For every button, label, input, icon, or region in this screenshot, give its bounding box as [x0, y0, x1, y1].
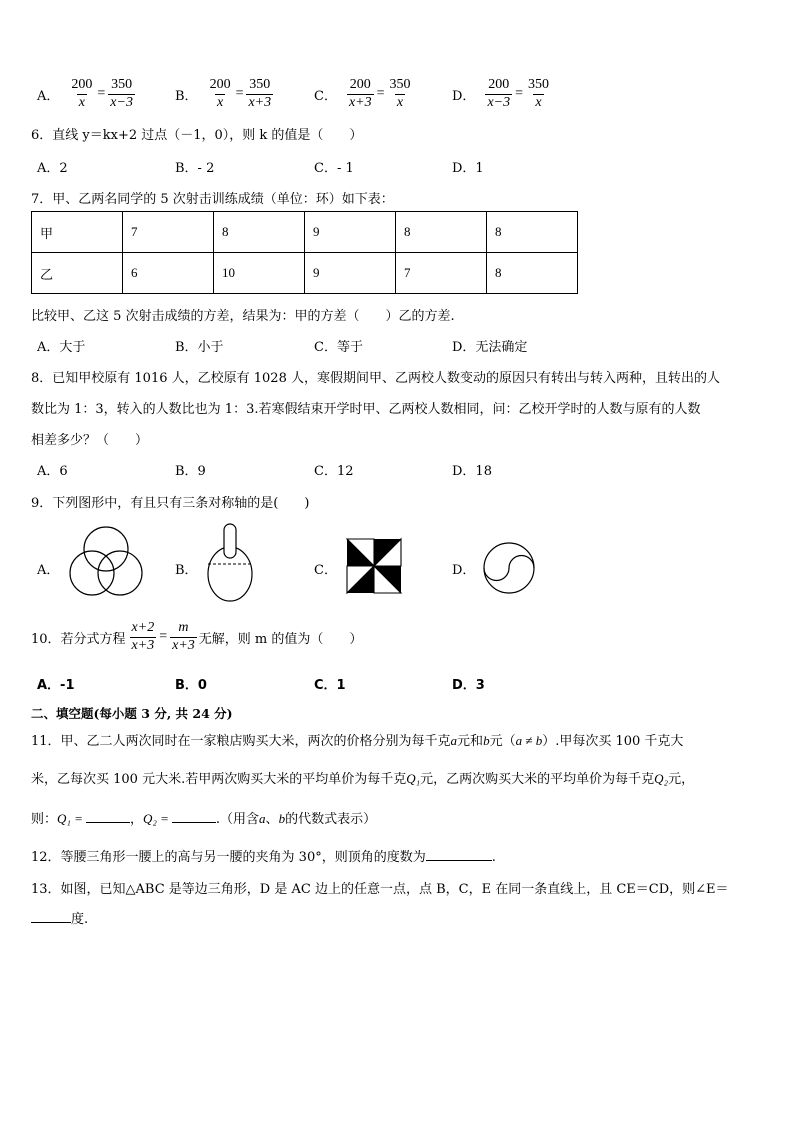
q10-option-c[interactable]: C．1: [314, 678, 346, 693]
q8-line-1: 8．已知甲校原有 1016 人，乙校原有 1028 人，寒假期间甲、乙两校人数变动的原因只有转出与转入两种，且转出的人: [31, 371, 720, 386]
q10-option-b[interactable]: B．0: [175, 678, 207, 693]
fraction: $\frac{350}{x}$: [528, 77, 550, 110]
q13-line-1: 13．如图，已知△ABC 是等边三角形，D 是 AC 边上的任意一点，点 B，C，E 在同一条直线上，且 CE＝CD，则∠E＝: [31, 882, 729, 897]
q8-line-2: 数比为 1：3，转入的人数比也为 1：3.若寒假结束开学时甲、乙两校人数相同，问：乙校开学时的人数与原有的人数: [31, 402, 701, 417]
table-cell: 6: [123, 253, 214, 294]
q6-option-a[interactable]: A．2: [37, 161, 68, 176]
table-cell: 8: [214, 212, 305, 253]
option-label: C．: [314, 88, 337, 104]
q8-option-b[interactable]: B．9: [175, 464, 206, 479]
q8-option-d[interactable]: D．18: [452, 464, 492, 479]
q7-option-a[interactable]: A．大于: [37, 340, 86, 355]
option-label: B．: [175, 88, 198, 104]
table-row: [32, 212, 578, 253]
q11-line-2: 米，乙每次买 100 元大米.若甲两次购买大米的平均单价为每千克Q₁元，乙两次购买大米的平均单价为每千克Q₂元，: [31, 771, 695, 787]
table-cell: 7: [123, 212, 214, 253]
answer-blank[interactable]: [172, 822, 216, 823]
table-cell: 9: [305, 212, 396, 253]
section-heading: 二、填空题(每小题 3 分, 共 24 分): [31, 706, 233, 721]
s-curve-circle-figure: [482, 541, 536, 595]
answer-blank[interactable]: [86, 822, 130, 823]
pinwheel-figure: [345, 537, 403, 595]
fraction: $\frac{m}{x+3}$: [172, 620, 195, 653]
fraction: $\frac{350}{x-3}$: [110, 77, 133, 110]
q10-option-d[interactable]: D．3: [452, 678, 485, 693]
q8-line-3: 相差多少？（ ）: [31, 433, 149, 448]
q9-option-a-label[interactable]: A．: [37, 563, 60, 578]
fraction: $\frac{200}{x}$: [209, 77, 231, 110]
q10-option-a[interactable]: A．-1: [37, 678, 75, 693]
table-cell: 甲: [32, 212, 123, 253]
q5-option-b[interactable]: B． $\frac{200}{x}$ = $\frac{350}{x+3}$: [175, 77, 272, 110]
q7-option-b[interactable]: B．小于: [175, 340, 224, 355]
table-cell: 乙: [32, 253, 123, 294]
q7-stem: 7．甲、乙两名同学的 5 次射击训练成绩（单位：环）如下表：: [31, 192, 394, 207]
q6-option-b[interactable]: B．- 2: [175, 161, 215, 176]
fraction: $\frac{350}{x+3}$: [248, 77, 272, 110]
q10-stem: 10．若分式方程 $\frac{x+2}{x+3}$ = $\frac{m}{x+3}$ 无解，则 m 的值为（ ）: [31, 620, 363, 653]
fraction: $\frac{200}{x}$: [71, 77, 93, 110]
table-row: [32, 253, 578, 294]
triquetra-figure: [64, 524, 148, 600]
q12-stem: 12．等腰三角形一腰上的高与另一腰的夹角为 30°，则顶角的度数为 .: [31, 850, 496, 865]
q9-option-b-label[interactable]: B．: [175, 563, 198, 578]
q11-line-3: 则：Q₁ = ，Q₂ = .（用含a、b的代数式表示）: [31, 811, 377, 827]
answer-blank[interactable]: [31, 922, 71, 923]
table-cell: 10: [214, 253, 305, 294]
q6-option-d[interactable]: D．1: [452, 161, 484, 176]
q9-stem: 9．下列图形中，有且只有三条对称轴的是( ): [31, 496, 310, 511]
q6-option-c[interactable]: C．- 1: [314, 161, 354, 176]
option-label: D．: [452, 88, 476, 104]
fraction: $\frac{200}{x+3}$: [348, 77, 372, 110]
table-cell: 9: [305, 253, 396, 294]
q5-option-d[interactable]: D． $\frac{200}{x-3}$ = $\frac{350}{x}$: [452, 77, 550, 110]
q10-suffix: 无解，则 m 的值为（ ）: [198, 631, 363, 647]
q9-option-d-label[interactable]: D．: [452, 563, 476, 578]
q7-option-c[interactable]: C．等于: [314, 340, 363, 355]
option-label: A．: [37, 88, 60, 104]
q7-follow-up: 比较甲、乙这 5 次射击成绩的方差，结果为：甲的方差（ ）乙的方差.: [31, 309, 455, 324]
table-cell: 8: [487, 212, 578, 253]
q10-prefix: 10．若分式方程: [31, 631, 126, 647]
q5-option-c[interactable]: C． $\frac{200}{x+3}$ = $\frac{350}{x}$: [314, 77, 411, 110]
table-cell: 7: [396, 253, 487, 294]
q8-option-a[interactable]: A．6: [37, 464, 68, 479]
fraction: $\frac{200}{x-3}$: [487, 77, 511, 110]
fraction: $\frac{350}{x}$: [389, 77, 411, 110]
score-table: [31, 211, 578, 294]
answer-blank[interactable]: [426, 860, 492, 861]
q9-option-c-label[interactable]: C．: [314, 563, 337, 578]
q5-option-a[interactable]: A． $\frac{200}{x}$ = $\frac{350}{x-3}$: [37, 77, 133, 110]
paddle-figure: [205, 522, 255, 604]
table-cell: 8: [487, 253, 578, 294]
q11-line-1: 11．甲、乙二人两次同时在一家粮店购买大米，两次的价格分别为每千克a元和b元（a ≠ b）.甲每次买 100 千克大: [31, 733, 684, 749]
fraction: $\frac{x+2}{x+3}$: [131, 620, 155, 653]
q7-option-d[interactable]: D．无法确定: [452, 340, 528, 355]
table-cell: 8: [396, 212, 487, 253]
q6-stem: 6．直线 y＝kx+2 过点（－1，0），则 k 的值是（ ）: [31, 128, 363, 143]
q13-line-2: 度.: [31, 908, 88, 927]
q8-option-c[interactable]: C．12: [314, 464, 354, 479]
